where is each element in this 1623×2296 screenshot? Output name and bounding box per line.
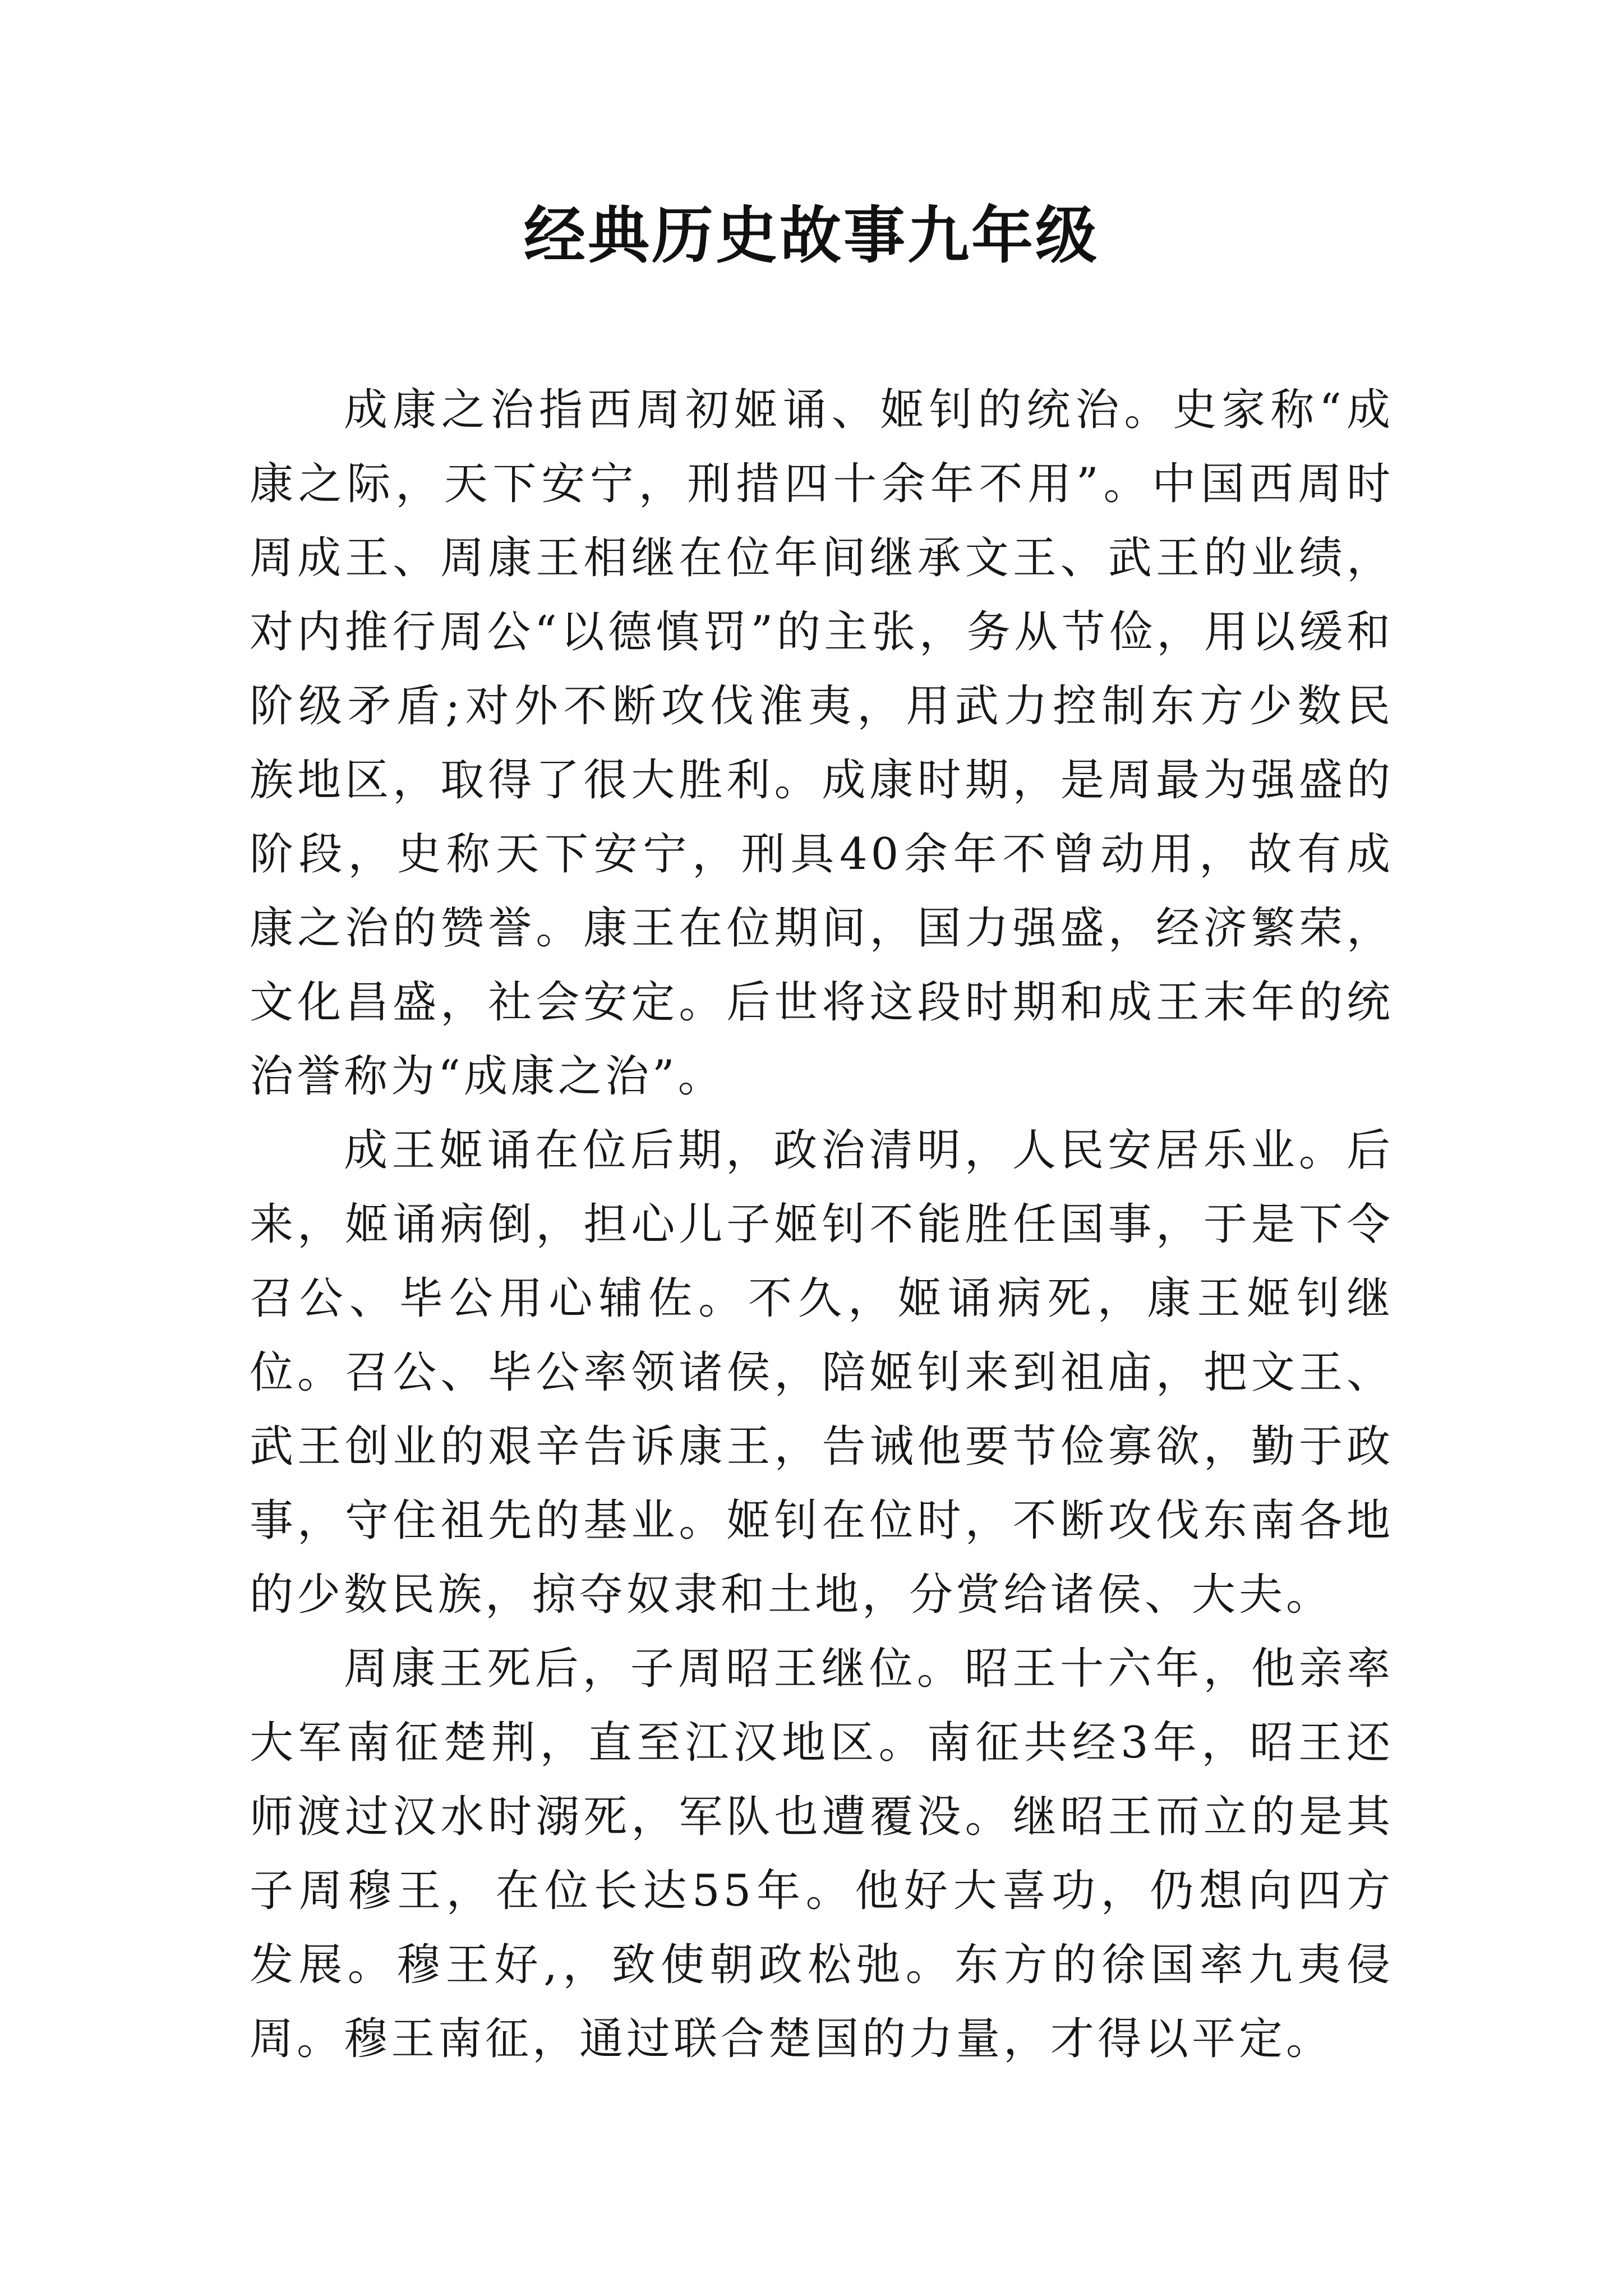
page-title: 经典历史故事九年级 (524, 199, 1099, 272)
paragraph-2: 成王姬诵在位后期，政治清明，人民安居乐业。后来，姬诵病倒，担心儿子姬钊不能胜任国事，于是下令召公、毕公用心辅佐。不久，姬诵病死，康王姬钊继位。召公、毕公率领诸侯，陪姬钊来到祖庙，把文王、武王创业的艰辛告诉康王，告诫他要节俭寡欲，勤于政事，守住祖先的基业。姬钊在位时，不断攻伐东南各地的少数民族，掠夺奴隶和土地，分赏给诸侯、大夫。 (250, 1125, 1394, 1620)
paragraph-1: 成康之治指西周初姬诵、姬钊的统治。史家称“成康之际，天下安宁，刑措四十余年不用”。中国西周时周成王、周康王相继在位年间继承文王、武王的业绩，对内推行周公“以德慎罚”的主张，务从节俭，用以缓和阶级矛盾;对外不断攻伐淮夷，用武力控制东方少数民族地区，取得了很大胜利。成康时期，是周最为强盛的阶段，史称天下安宁，刑具40余年不曾动用，故有成康之治的赞誉。康王在位期间，国力强盛，经济繁荣，文化昌盛，社会安定。后世将这段时期和成王末年的统治誉称为“成康之治”。 (250, 385, 1394, 1102)
paragraph-3: 周康王死后，子周昭王继位。昭王十六年，他亲率大军南征楚荆，直至江汉地区。南征共经3年，昭王还师渡过汉水时溺死，军队也遭覆没。继昭王而立的是其子周穆王，在位长达55年。他好大喜功，仍想向四方发展。穆王好,，致使朝政松弛。东方的徐国率九夷侵周。穆王南征，通过联合楚国的力量，才得以平定。 (250, 1644, 1394, 2064)
document-body (250, 373, 1394, 2076)
